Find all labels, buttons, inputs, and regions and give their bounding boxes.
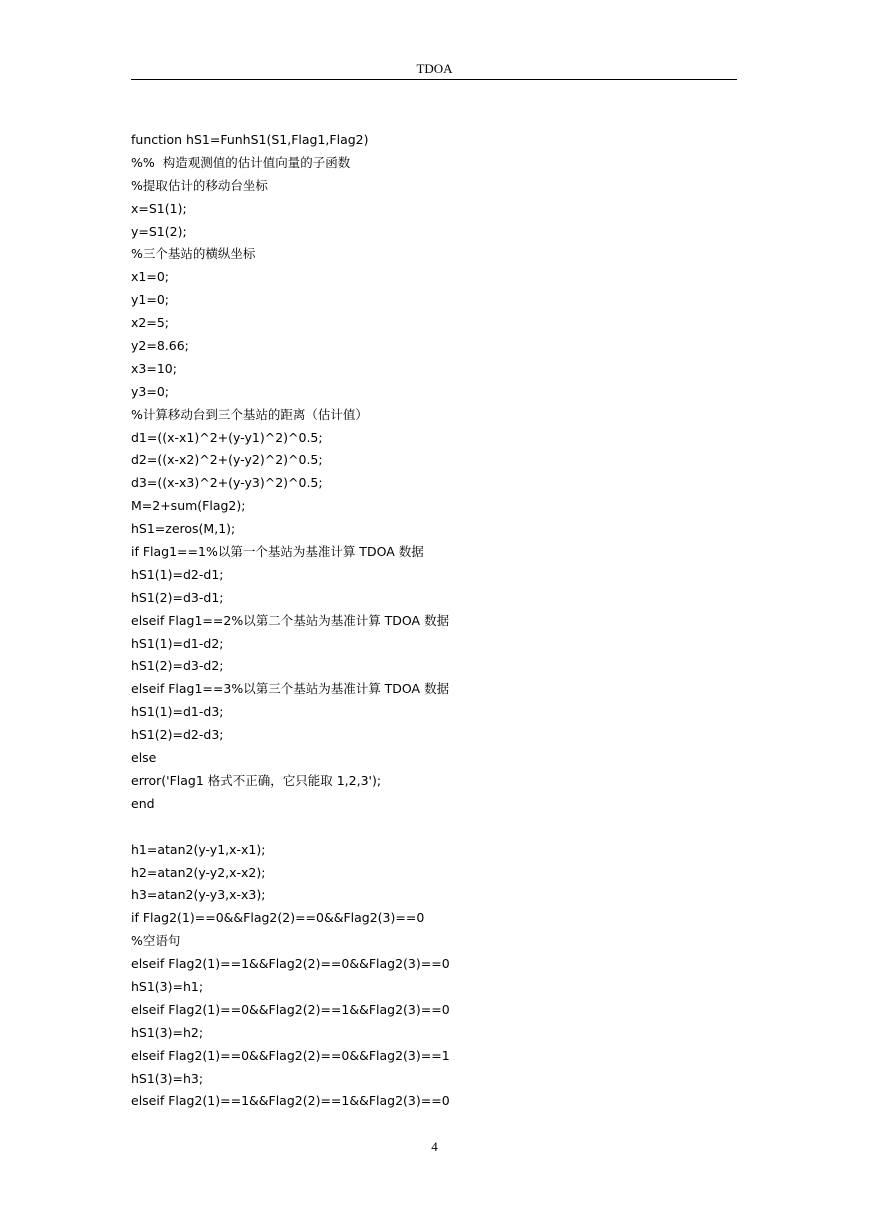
code-line: hS1(3)=h2; [131,1024,204,1040]
code-line: else [131,750,157,766]
code-line: if Flag1==1%以第一个基站为基准计算 TDOA 数据 [131,544,424,560]
code-line: d1=((x-x1)^2+(y-y1)^2)^0.5; [131,429,323,445]
code-line: %提取估计的移动台坐标 [131,177,268,193]
code-line: d3=((x-x3)^2+(y-y3)^2)^0.5; [131,475,323,491]
code-line: d2=((x-x2)^2+(y-y2)^2)^0.5; [131,452,323,468]
code-line: M=2+sum(Flag2); [131,498,246,514]
header-rule [131,79,737,80]
code-line: y1=0; [131,292,169,308]
code-line: h1=atan2(y-y1,x-x1); [131,841,266,857]
code-line: hS1(2)=d3-d1; [131,589,224,605]
running-header-title: TDOA [416,61,453,76]
code-line: elseif Flag1==2%以第二个基站为基准计算 TDOA 数据 [131,612,450,628]
code-line: h2=atan2(y-y2,x-x2); [131,864,266,880]
code-line: hS1(2)=d2-d3; [131,727,224,743]
code-line: if Flag2(1)==0&&Flag2(2)==0&&Flag2(3)==0 [131,910,425,926]
code-line: x3=10; [131,360,177,376]
code-line: h3=atan2(y-y3,x-x3); [131,887,266,903]
code-line: hS1(1)=d2-d1; [131,566,224,582]
code-line: %% 构造观测值的估计值向量的子函数 [131,154,351,170]
code-line: y2=8.66; [131,338,189,354]
code-line: end [131,795,155,811]
code-line: hS1=zeros(M,1); [131,521,236,537]
code-line: x2=5; [131,315,169,331]
code-line: %三个基站的横纵坐标 [131,246,256,262]
code-line: y=S1(2); [131,223,187,239]
code-line: error('Flag1 格式不正确，它只能取 1,2,3'); [131,772,382,788]
code-line: hS1(1)=d1-d3; [131,704,224,720]
page-number: 4 [431,1139,438,1154]
code-line: function hS1=FunhS1(S1,Flag1,Flag2) [131,132,369,147]
code-line: %空语句 [131,933,181,949]
code-line: hS1(3)=h1; [131,978,204,994]
code-line: elseif Flag1==3%以第三个基站为基准计算 TDOA 数据 [131,681,450,697]
code-line: hS1(2)=d3-d2; [131,658,224,674]
code-line: hS1(1)=d1-d2; [131,635,224,651]
code-line: hS1(3)=h3; [131,1070,204,1086]
code-line: y3=0; [131,383,169,399]
code-line: x=S1(1); [131,200,187,216]
code-listing [131,129,737,1113]
code-line: elseif Flag2(1)==1&&Flag2(2)==1&&Flag2(3)==0 [131,1093,450,1109]
code-line: %计算移动台到三个基站的距离（估计值） [131,406,368,422]
code-line [131,816,737,839]
code-line: elseif Flag2(1)==1&&Flag2(2)==0&&Flag2(3)==0 [131,956,450,972]
code-line: elseif Flag2(1)==0&&Flag2(2)==1&&Flag2(3)==0 [131,1001,450,1017]
code-line: x1=0; [131,269,169,285]
code-line: elseif Flag2(1)==0&&Flag2(2)==0&&Flag2(3)==1 [131,1047,450,1063]
